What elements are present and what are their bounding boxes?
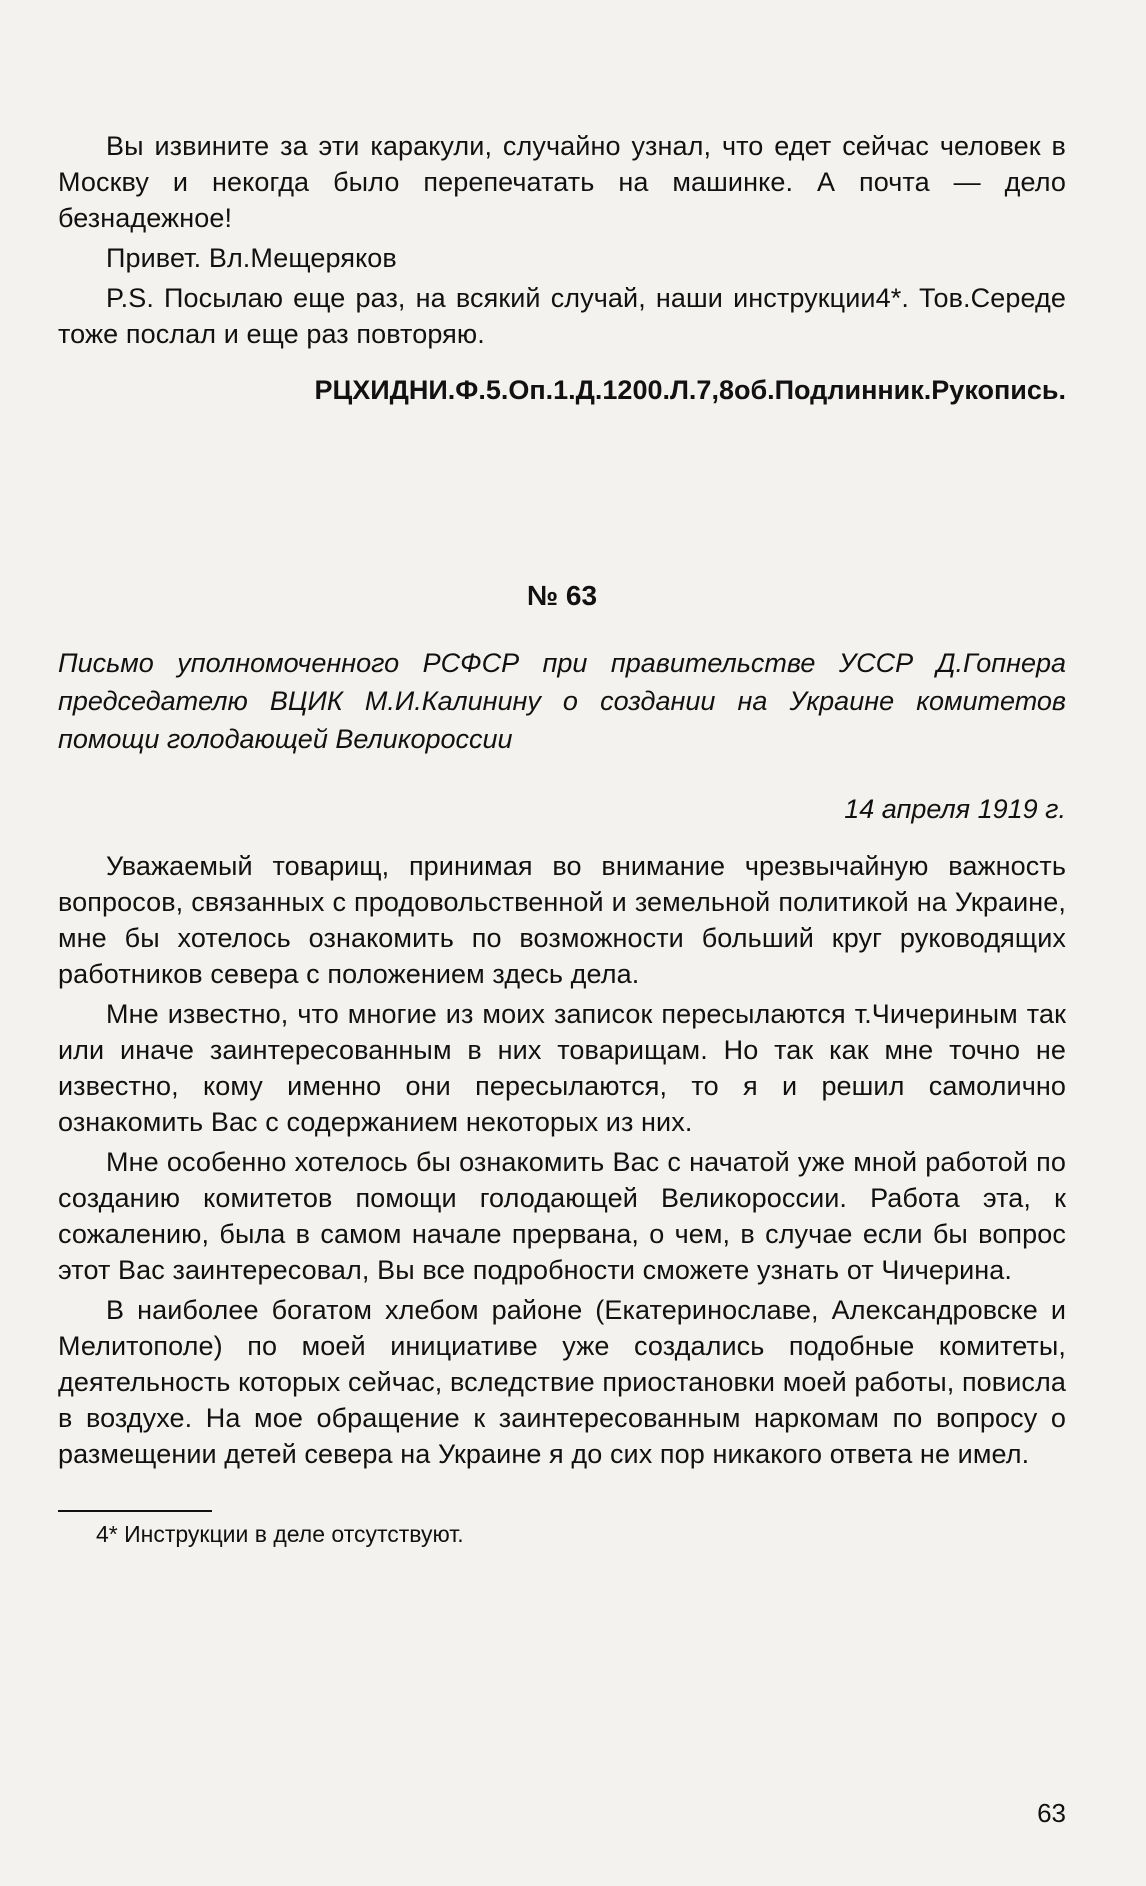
document-number: № 63 [526, 580, 598, 611]
document-title: Письмо уполномоченного РСФСР при правительстве УССР Д.Гопнера председателю ВЦИК М.И.Калинину о создании на Украине комитетов помощи голодающей Великороссии [58, 648, 1066, 754]
footnote: 4* Инструкции в деле отсутствуют. [96, 1521, 464, 1547]
letter-paragraph: Вы извините за эти каракули, случайно узнал, что едет сейчас человек в Москву и некогда было перепечатать на машинке. А почта — дело безнадежное! [58, 131, 1066, 233]
footnote-separator [58, 1510, 212, 1512]
body-paragraph: В наиболее богатом хлебом районе (Екатеринославе, Александровске и Мелитополе) по моей инициативе уже создались подобные комитеты, деятельность которых сейчас, вследствие приостановки моей работы, повисла в воздухе. На мое обращение к заинтересованным наркомам по вопросу о размещении детей севера на Украине я до сих пор никакого ответа не имел. [58, 1295, 1066, 1469]
letter-greeting: Привет. Вл.Мещеряков [106, 243, 397, 273]
body-paragraph: Уважаемый товарищ, принимая во внимание чрезвычайную важность вопросов, связанных с продовольственной и земельной политикой на Украине, мне бы хотелось ознакомить по возможности больший круг руководящих работников севера с положением здесь дела. [58, 851, 1066, 989]
document-date: 14 апреля 1919 г. [844, 794, 1066, 824]
letter-postscript: P.S. Посылаю еще раз, на всякий случай, наши инструкции4*. Тов.Середе тоже послал и еще раз повторяю. [58, 283, 1066, 349]
body-paragraph: Мне известно, что многие из моих записок пересылаются т.Чичериным так или иначе заинтересованным в них товарищам. Но так как мне точно не известно, кому именно они пересылаются, то я и решил самолично ознакомить Вас с содержанием некоторых из них. [58, 999, 1066, 1137]
page-number: 63 [1037, 1798, 1066, 1828]
archive-reference: РЦХИДНИ.Ф.5.Оп.1.Д.1200.Л.7,8об.Подлинник.Рукопись. [314, 375, 1066, 405]
body-paragraph: Мне особенно хотелось бы ознакомить Вас с начатой уже мной работой по созданию комитетов помощи голодающей Великороссии. Работа эта, к сожалению, была в самом начале прервана, о чем, в случае если бы вопрос этот Вас заинтересовал, Вы все подробности сможете узнать от Чичерина. [58, 1147, 1066, 1285]
